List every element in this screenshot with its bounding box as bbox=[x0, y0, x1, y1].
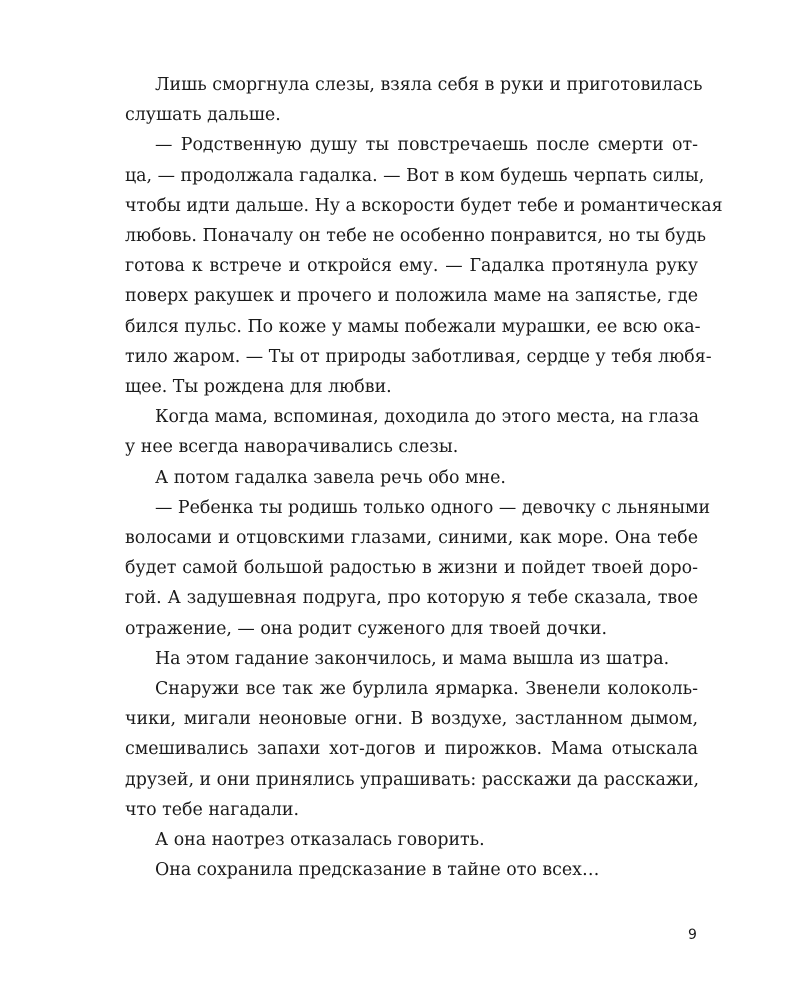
text-line: любовь. Поначалу он тебе не особенно понравится, но ты будь bbox=[125, 226, 706, 247]
text-line: готова к встрече и откройся ему. — Гадалка протянула руку bbox=[125, 256, 698, 277]
text-line: у нее всегда наворачивались слезы. bbox=[125, 437, 459, 458]
text-line: тило жаром. — Ты от природы заботливая, сердце у тебя любя- bbox=[125, 346, 712, 367]
page-text bbox=[125, 70, 723, 885]
text-line: отражение, — она родит суженого для твоей дочки. bbox=[125, 618, 607, 639]
text-line: ца, — продолжала гадалка. — Вот в ком будешь черпать силы, bbox=[125, 165, 705, 186]
text-line: бился пульс. По коже у мамы побежали мурашки, ее всю ока- bbox=[125, 316, 701, 337]
text-line: На этом гадание закончилось, и мама вышла из шатра. bbox=[155, 648, 670, 669]
text-line: волосами и отцовскими глазами, синими, как море. Она тебе bbox=[125, 528, 698, 549]
text-line: щее. Ты рождена для любви. bbox=[125, 377, 392, 398]
text-line: — Ребенка ты родишь только одного — девочку с льняными bbox=[155, 497, 711, 518]
text-line: — Родственную душу ты повстречаешь после смерти от- bbox=[155, 135, 698, 156]
text-line: А она наотрез отказалась говорить. bbox=[155, 830, 485, 851]
text-line: Снаружи все так же бурлила ярмарка. Звенели колоколь- bbox=[155, 679, 698, 700]
text-line: поверх ракушек и прочего и положила маме на запястье, где bbox=[125, 286, 698, 307]
text-line: что тебе нагадали. bbox=[125, 799, 299, 820]
text-line: Лишь сморгнула слезы, взяла себя в руки и приготовилась bbox=[155, 75, 703, 95]
page-number: 9 bbox=[688, 927, 697, 943]
text-line: гой. А задушевная подруга, про которую я тебе сказала, твое bbox=[125, 588, 698, 609]
text-line: Когда мама, вспоминая, доходила до этого места, на глаза bbox=[155, 407, 700, 428]
text-line: Она сохранила предсказание в тайне ото всех… bbox=[155, 860, 600, 881]
text-line: чтобы идти дальше. Ну а вскорости будет тебе и романтическая bbox=[125, 195, 723, 216]
text-line: слушать дальше. bbox=[125, 105, 281, 126]
text-line: А потом гадалка завела речь обо мне. bbox=[155, 467, 506, 488]
text-line: друзей, и они принялись упрашивать: расскажи да расскажи, bbox=[125, 769, 700, 790]
text-line: смешивались запахи хот-догов и пирожков. Мама отыскала bbox=[125, 739, 698, 760]
text-line: чики, мигали неоновые огни. В воздухе, застланном дымом, bbox=[125, 709, 698, 730]
text-line: будет самой большой радостью в жизни и пойдет твоей доро- bbox=[125, 558, 698, 579]
